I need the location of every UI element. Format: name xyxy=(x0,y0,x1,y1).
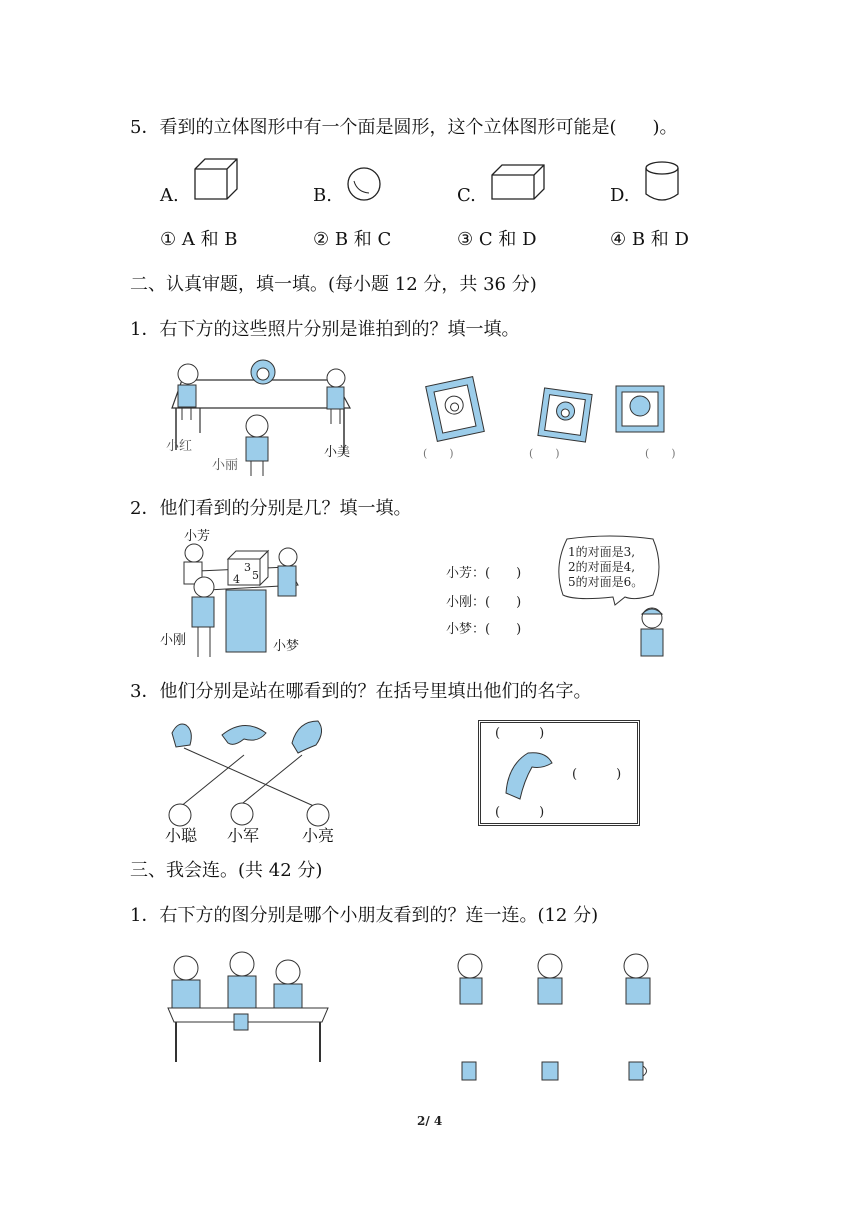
cuboid-icon xyxy=(490,163,546,201)
view-boy-side-illustration xyxy=(616,950,660,1008)
name-xiaogang: 小刚 xyxy=(160,633,187,648)
section2-heading: 二、认真审题，填一填。(每小题 12 分，共 36 分) xyxy=(130,274,537,295)
answer-xiaogang[interactable]: 小刚：( ) xyxy=(446,595,522,610)
option-label-a: A. xyxy=(160,185,179,206)
answer-xiaomeng[interactable]: 小梦：( ) xyxy=(446,622,522,637)
dolphin-icon xyxy=(498,745,558,805)
cup-view-2-icon xyxy=(539,1060,561,1084)
view-girl-illustration xyxy=(448,950,498,1008)
name-xiaomeng: 小梦 xyxy=(273,639,300,654)
s2-q3-question: 3．他们分别是站在哪看到的？在括号里填出他们的名字。 xyxy=(130,681,592,702)
bubble-hint: 1的对面是3, 2的对面是4, 5的对面是6。 xyxy=(568,545,644,589)
name-xiaocong: 小聪 xyxy=(165,826,198,845)
cube-face-front: 4 xyxy=(233,573,240,586)
name-xiaohong: 小红 xyxy=(166,439,193,454)
cup-view-1-icon xyxy=(459,1060,481,1084)
cube-face-side: 5 xyxy=(252,569,259,582)
children-at-table-illustration xyxy=(160,948,335,1066)
name-xiaojun: 小军 xyxy=(227,826,260,845)
boy-with-cap-illustration xyxy=(630,604,670,658)
name-xiaoli: 小丽 xyxy=(212,458,239,473)
cube-face-top: 3 xyxy=(244,561,251,574)
dolphin-viewpoints-illustration xyxy=(158,713,368,839)
view-boy-tie-illustration xyxy=(528,950,572,1008)
photo-1-illustration xyxy=(425,375,485,443)
answer-option-4: ④ B 和 D xyxy=(610,229,689,250)
s2-q2-question: 2．他们看到的分别是几？填一填。 xyxy=(130,498,412,519)
answer-option-1: ① A 和 B xyxy=(160,229,238,250)
option-label-d: D. xyxy=(610,185,630,206)
table-scene-illustration xyxy=(160,358,370,478)
name-xiaofang: 小芳 xyxy=(184,529,211,544)
photo-2-illustration xyxy=(535,385,595,445)
photo-3-illustration xyxy=(610,380,670,438)
name-xiaomei: 小美 xyxy=(324,445,351,460)
answer-option-2: ② B 和 C xyxy=(313,229,392,250)
answer-xiaofang[interactable]: 小芳：( ) xyxy=(446,566,522,581)
cylinder-icon xyxy=(644,160,682,204)
name-xiaoliang: 小亮 xyxy=(302,826,335,845)
dolphin-blank-bottom[interactable]: ( ) xyxy=(495,805,545,820)
sphere-icon xyxy=(345,167,385,203)
cup-view-3-icon xyxy=(626,1060,652,1084)
dolphin-blank-top[interactable]: ( ) xyxy=(495,726,545,741)
cube-icon xyxy=(193,157,239,201)
photo-3-blank[interactable]: ( ) xyxy=(645,447,676,460)
photo-1-blank[interactable]: ( ) xyxy=(423,447,454,460)
s3-q1-question: 1．右下方的图分别是哪个小朋友看到的？连一连。(12 分) xyxy=(130,905,599,926)
photo-2-blank[interactable]: ( ) xyxy=(529,447,560,460)
q5-question: 5．看到的立体图形中有一个面是圆形，这个立体图形可能是( )。 xyxy=(130,117,678,138)
s2-q1-question: 1．右下方的这些照片分别是谁拍到的？填一填。 xyxy=(130,319,520,340)
option-label-b: B. xyxy=(313,185,332,206)
dolphin-blank-right[interactable]: ( ) xyxy=(572,767,622,782)
page-number: 2/ 4 xyxy=(417,1114,443,1128)
option-label-c: C. xyxy=(457,185,476,206)
answer-option-3: ③ C 和 D xyxy=(457,229,537,250)
section3-heading: 三、我会连。(共 42 分) xyxy=(130,860,323,881)
